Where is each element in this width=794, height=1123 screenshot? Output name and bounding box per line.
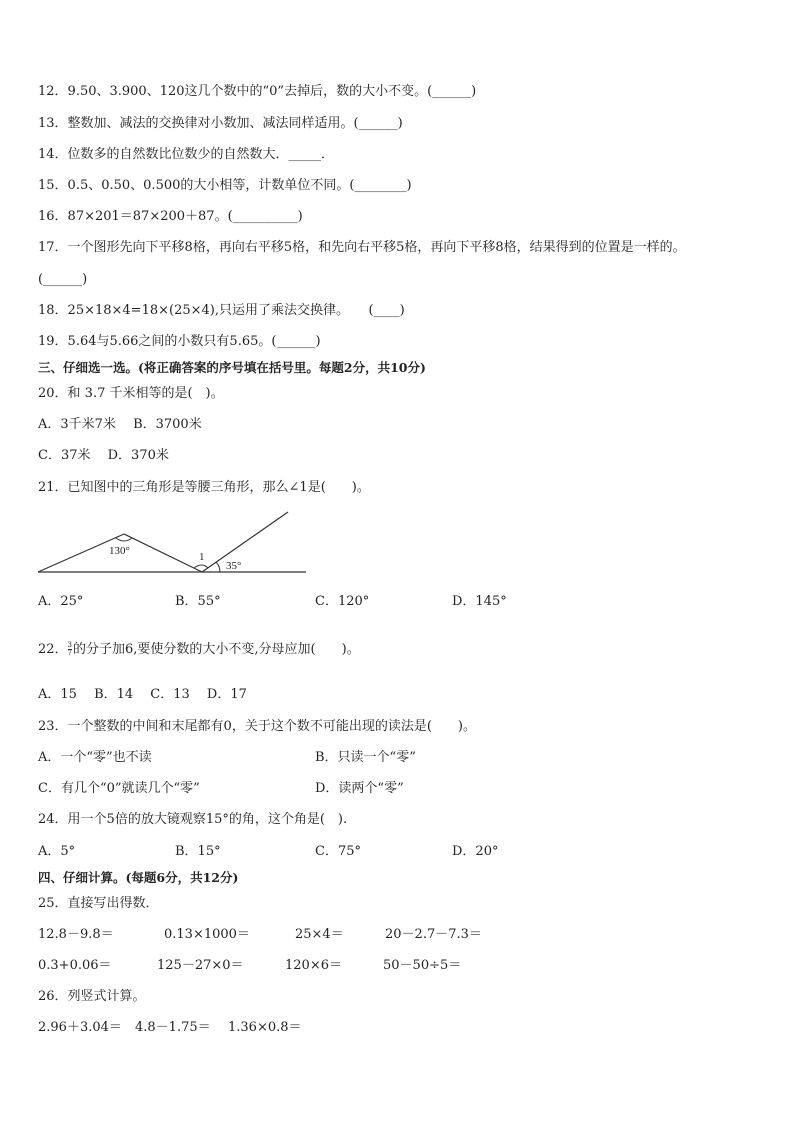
question-18: 18．25×18×4=18×(25×4),只运用了乘法交换律。 (____) (38, 303, 405, 318)
question-22 (38, 641, 360, 659)
question-23-option-b: B．只读一个“零” (315, 750, 416, 765)
question-23-option-d: D．读两个“零” (315, 781, 404, 796)
question-14: 14．位数多的自然数比位数少的自然数大．_____． (38, 147, 335, 162)
question-24-option-d: D．20° (452, 844, 499, 859)
question-21-option-d: D．145° (452, 594, 507, 609)
question-26: 26．列竖式计算。 (38, 989, 146, 1004)
calc-item: 125－27×0＝ (157, 958, 244, 973)
question-16: 16．87×201＝87×200＋87。(__________) (38, 209, 303, 224)
question-20: 20．和 3.7 千米相等的是( )。 (38, 386, 224, 401)
question-13: 13．整数加、减法的交换律对小数加、减法同样适用。(______) (38, 116, 403, 131)
question-22-number: 22． (38, 642, 68, 657)
section-3-heading: 三、仔细选一选。(将正确答案的序号填在括号里。每题2分，共10分) (38, 360, 426, 375)
question-23-option-a: A．一个“零”也不读 (38, 750, 152, 765)
question-24-option-b: B．15° (175, 844, 221, 859)
question-24-option-c: C．75° (315, 844, 361, 859)
question-22-text: 的分子加6,要使分数的大小不变,分母应加( )。 (73, 642, 360, 657)
angle-label-35: 35° (226, 560, 242, 572)
question-20-options-ab: A．3千米7米 B．3700米 (38, 417, 202, 432)
extended-ray (202, 512, 288, 572)
question-12: 12．9.50、3.900、120这几个数中的“0”去掉后，数的大小不变。(______) (38, 84, 477, 99)
question-15: 15．0.5、0.50、0.500的大小相等，计数单位不同。(________) (38, 178, 412, 193)
question-24: 24．用一个5倍的放大镜观察15°的角，这个角是( ). (38, 812, 348, 827)
triangle-right-side (124, 534, 202, 572)
isosceles-triangle-figure (36, 508, 316, 578)
calc-item: 12.8－9.8＝ (38, 927, 114, 942)
angle-arc-right (216, 562, 220, 572)
question-21-option-c: C．120° (315, 594, 370, 609)
calc-item: 20－2.7－7.3＝ (385, 927, 482, 942)
calc-item: 0.13×1000＝ (164, 927, 250, 942)
question-23-option-c: C．有几个“0”就读几个“零” (38, 781, 200, 796)
angle-arc-top (116, 538, 132, 541)
question-25: 25．直接写出得数． (38, 896, 159, 911)
question-19: 19．5.64与5.66之间的小数只有5.65。(______) (38, 334, 321, 349)
angle-label-130: 130° (109, 545, 130, 557)
calc-item: 25×4＝ (295, 927, 344, 942)
angle-label-1: 1 (199, 551, 205, 563)
fraction-3-7 (68, 642, 72, 657)
calc-item: 0.3+0.06＝ (38, 958, 112, 973)
calc-item: 50－50÷5＝ (383, 958, 462, 973)
angle-arc-1 (194, 565, 208, 568)
question-17-blank: (______) (38, 272, 88, 287)
calc-item: 120×6＝ (285, 958, 342, 973)
fraction-numerator: 3 (67, 641, 73, 649)
vertical-calc-item: 2.96＋3.04＝ (38, 1020, 122, 1035)
question-24-option-a: A．5° (38, 844, 76, 859)
question-21-option-b: B．55° (175, 594, 221, 609)
vertical-calc-item: 4.8－1.75＝ (135, 1020, 211, 1035)
section-4-heading: 四、仔细计算。(每题6分，共12分) (38, 870, 239, 885)
question-21: 21．已知图中的三角形是等腰三角形，那么∠1是( )。 (38, 480, 370, 495)
question-23: 23．一个整数的中间和末尾都有0，关于这个数不可能出现的读法是( )。 (38, 719, 476, 734)
fraction-denominator: 7 (67, 649, 73, 657)
question-20-options-cd: C．37米 D．370米 (38, 448, 169, 463)
vertical-calc-item: 1.36×0.8＝ (228, 1020, 302, 1035)
question-21-option-a: A．25° (38, 594, 84, 609)
question-22-options: A．15 B．14 C．13 D．17 (38, 687, 247, 702)
question-17: 17．一个图形先向下平移8格，再向右平移5格，和先向右平移5格，再向下平移8格，结果得到的位置是一样的。 (38, 240, 686, 255)
